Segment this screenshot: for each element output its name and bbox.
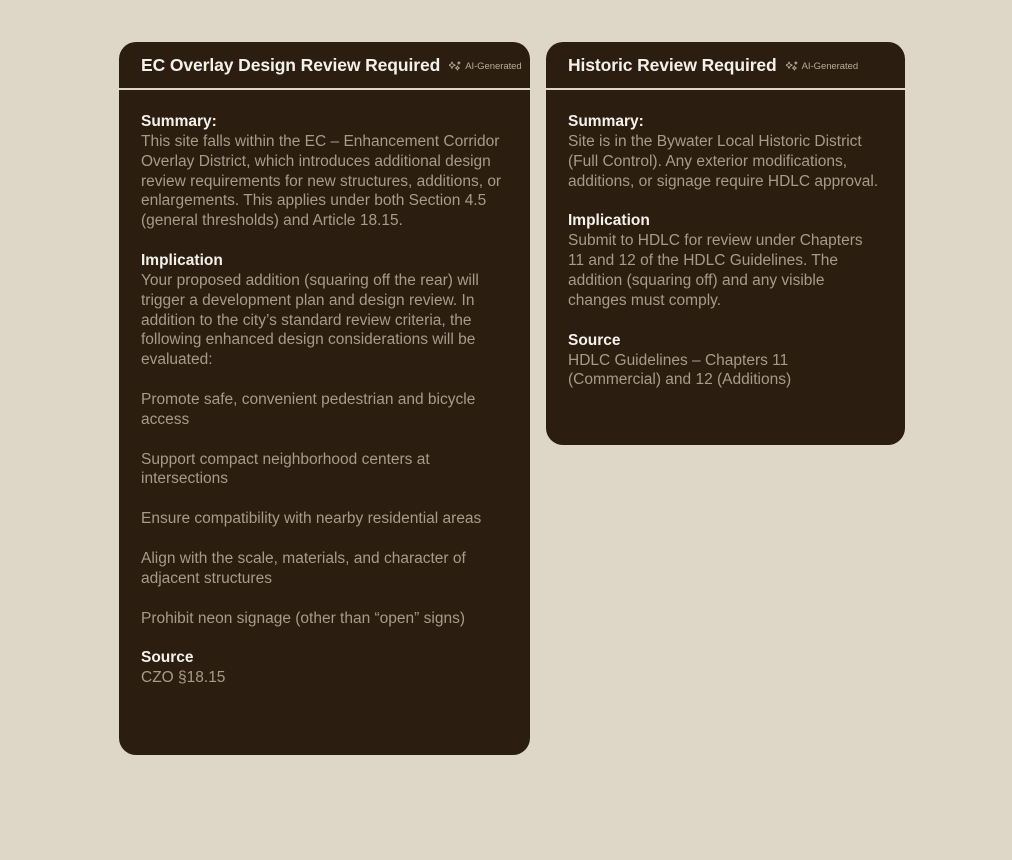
card-historic-body — [546, 90, 905, 414]
summary-heading: Summary: — [568, 113, 644, 130]
card-historic-review-required[interactable] — [546, 42, 905, 445]
section-summary — [568, 112, 883, 191]
list-item: Ensure compatibility with nearby residential areas — [141, 510, 482, 528]
summary-heading: Summary: — [141, 113, 217, 130]
section-summary — [141, 112, 508, 231]
source-heading: Source — [141, 649, 194, 667]
ai-sparkle-icon — [449, 60, 462, 73]
summary-text: Site is in the Bywater Local Historic District (Full Control). Any exterior modifications, additions, or signage require HDLC approval. — [568, 133, 879, 190]
section-implication — [141, 251, 508, 370]
summary-text: This site falls within the EC – Enhancement Corridor Overlay District, which introduces additional design review requirements for new structures, additions, or enlargements. This applies under both Section 4.5 (general thresholds) and Article 18.15. — [141, 133, 502, 230]
implication-text: Your proposed addition (squaring off the rear) will trigger a development plan and design review. In addition to the city’s standard review criteria, the following enhanced design considerations will be evaluated: — [141, 271, 479, 369]
source-heading: Source — [568, 331, 621, 349]
ai-generated-badge — [449, 60, 521, 73]
card-ec-body — [119, 90, 530, 712]
implication-text: Submit to HDLC for review under Chapters 11 and 12 of the HDLC Guidelines. The addition (squaring off) and any visible changes must comply. — [568, 232, 863, 309]
list-item: Align with the scale, materials, and character of adjacent structures — [141, 549, 466, 587]
list-item: Support compact neighborhood centers at intersections — [141, 450, 430, 488]
card-ec-overlay-design-review[interactable] — [119, 42, 530, 755]
ai-sparkle-icon — [786, 60, 799, 73]
card-ec-title: EC Overlay Design Review Required — [141, 54, 441, 75]
source-text: CZO §18.15 — [141, 669, 226, 687]
list-item: Prohibit neon signage (other than “open” signs) — [141, 609, 465, 627]
design-criteria-list — [141, 390, 508, 628]
ai-generated-label: AI-Generated — [465, 60, 522, 72]
ai-generated-label: AI-Generated — [801, 60, 859, 72]
ai-generated-badge — [786, 60, 858, 73]
section-implication — [568, 211, 883, 310]
implication-heading: Implication — [568, 212, 650, 230]
card-ec-header — [119, 42, 530, 90]
source-text: HDLC Guidelines – Chapters 11 (Commercial) and 12 (Additions) — [568, 351, 792, 389]
list-item: Promote safe, convenient pedestrian and bicycle access — [141, 390, 476, 428]
section-source — [141, 648, 508, 688]
implication-heading: Implication — [141, 251, 223, 269]
card-historic-header — [546, 42, 905, 90]
section-source — [568, 331, 883, 391]
card-historic-title: Historic Review Required — [568, 54, 777, 75]
